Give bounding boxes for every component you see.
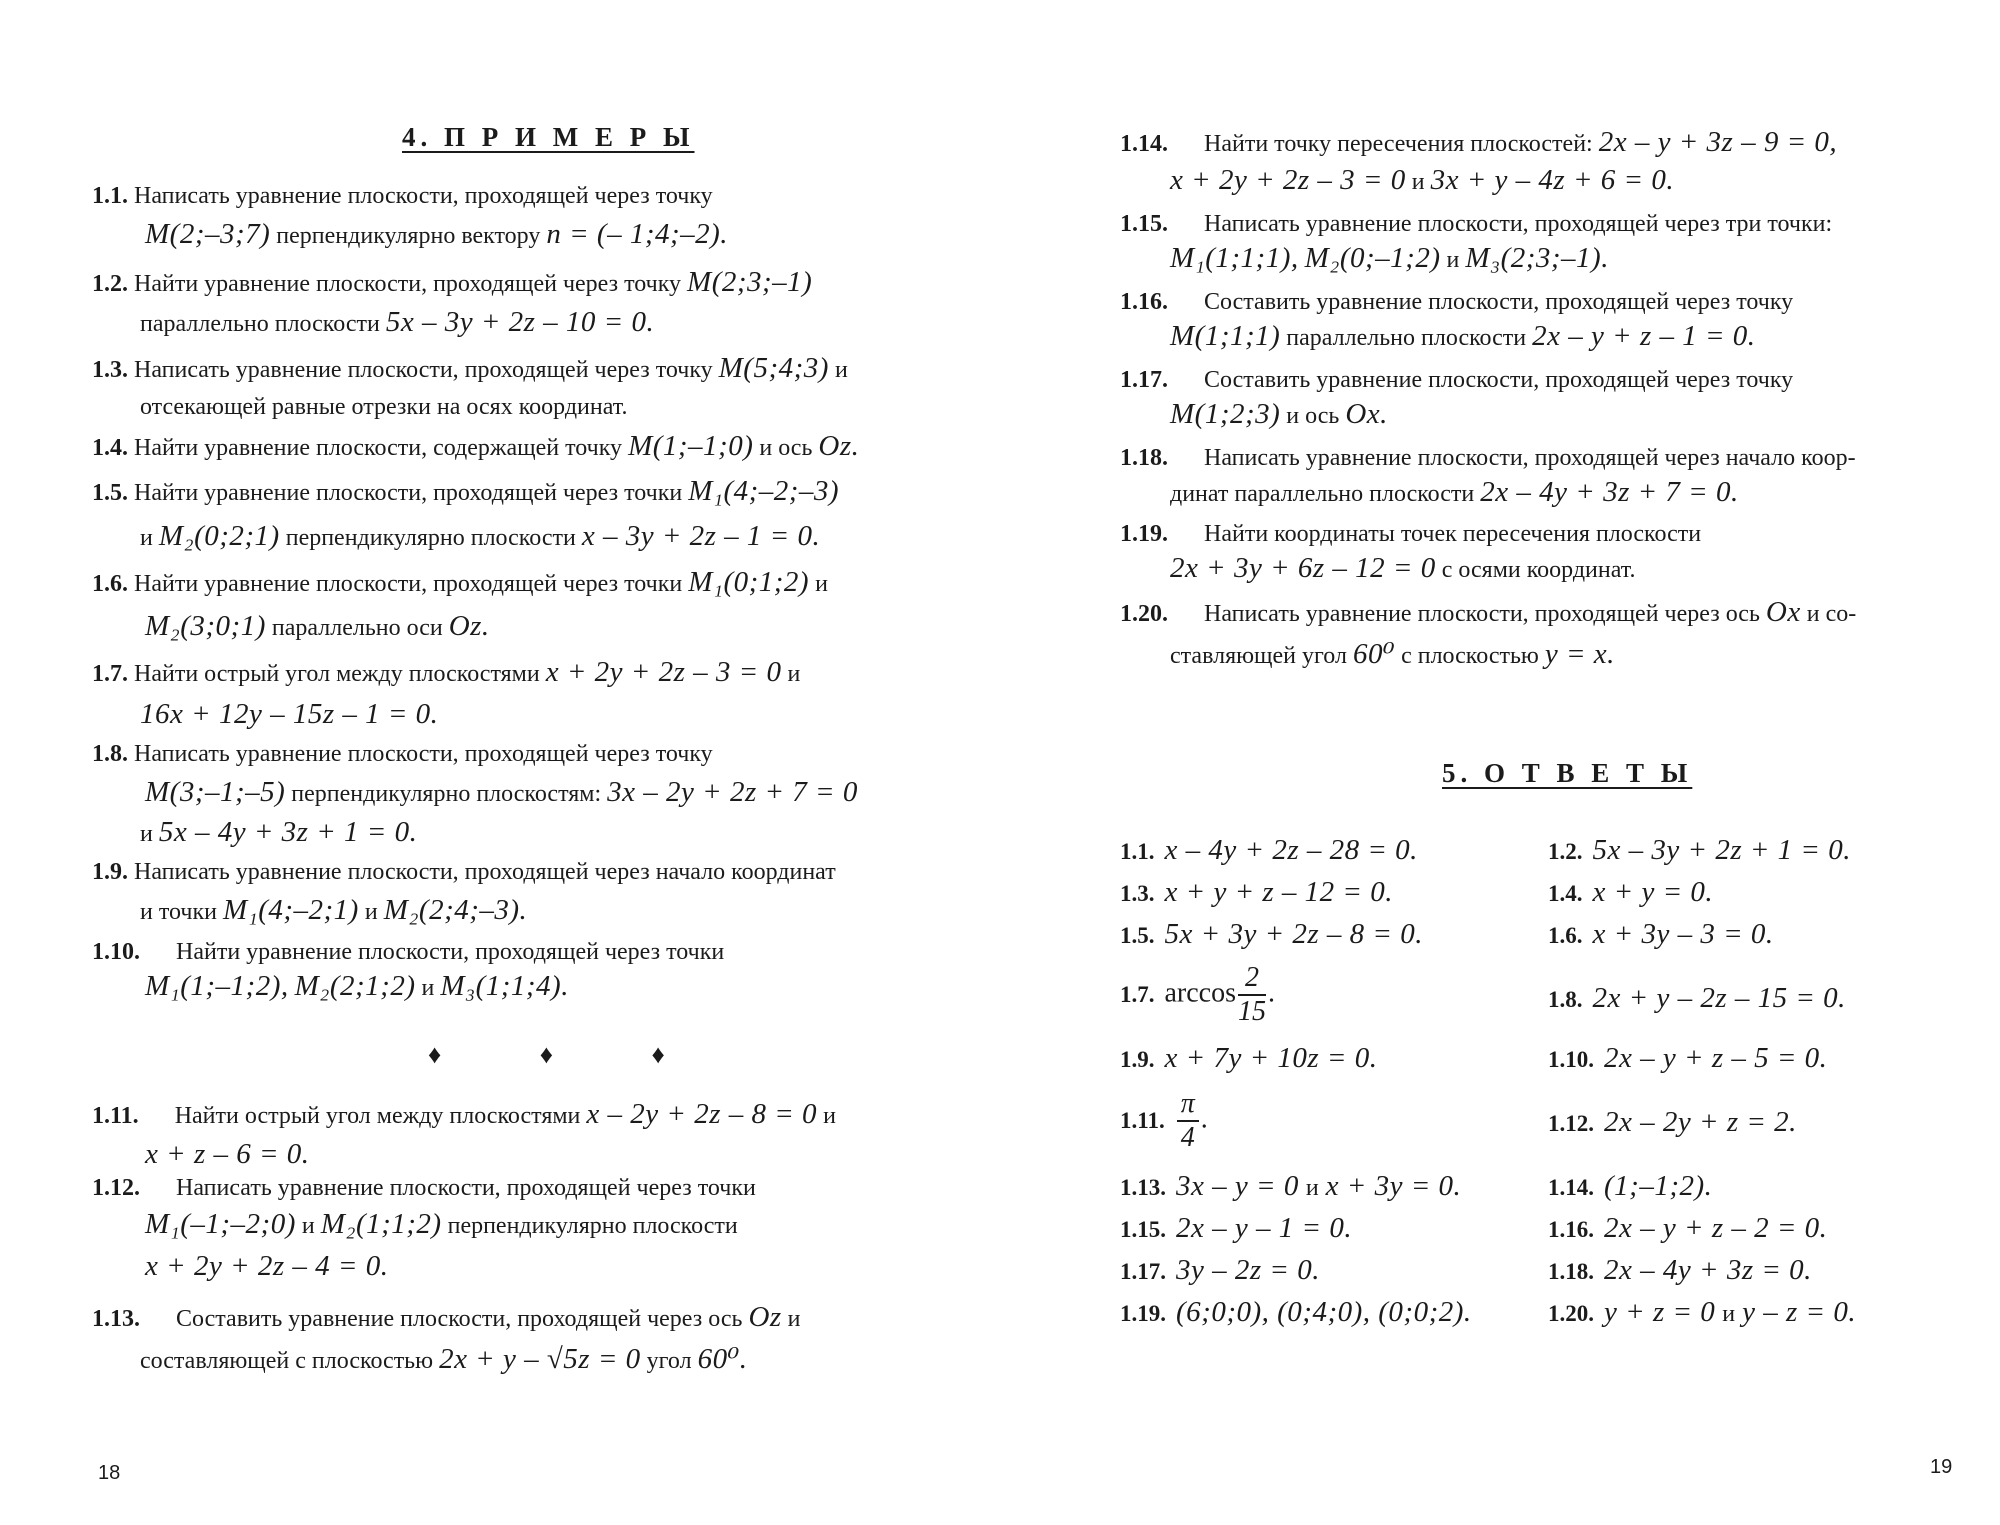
answer-1-7: 1.7. arccos $\frac{2}{15}$ .	[1120, 962, 1276, 1028]
problem-1-6-line-2: M₂(3;0;1) параллельно оси Oz.	[145, 610, 490, 642]
problem-1-16-line-2: M(1;1;1) параллельно плоскости 2x – y + z – 1 = 0.	[1170, 320, 1756, 352]
answer-1-19: 1.19. (6;0;0), (0;4;0), (0;0;2).	[1120, 1296, 1472, 1328]
answer-1-1: 1.1. x – 4y + 2z – 28 = 0.	[1120, 834, 1418, 866]
problem-1-17-line-1: 1.17. Составить уравнение плоскости, проходящей через точку	[1120, 367, 1794, 393]
problem-1-13-line-1: 1.13. Составить уравнение плоскости, проходящей через ось Oz и	[92, 1301, 801, 1333]
problem-1-3-line-2: отсекающей равные отрезки на осях координат.	[140, 394, 628, 420]
problem-1-18-line-1: 1.18. Написать уравнение плоскости, проходящей через начало коор-	[1120, 445, 1856, 471]
problem-1-1-line-1: 1.1. Написать уравнение плоскости, проходящей через точку	[92, 183, 713, 209]
problem-1-19-line-1: 1.19. Найти координаты точек пересечения плоскости	[1120, 521, 1702, 547]
problem-1-18-line-2: динат параллельно плоскости 2x – 4y + 3z + 7 = 0.	[1170, 476, 1739, 508]
examples-heading: 4. П Р И М Е Р Ы	[402, 122, 695, 152]
problem-1-2-line-1: 1.2. Найти уравнение плоскости, проходящей через точку M(2;3;–1)	[92, 266, 813, 298]
answer-1-8: 1.8. 2x + y – 2z – 15 = 0.	[1548, 982, 1846, 1014]
problem-1-13-line-2: составляющей с плоскостью 2x + y – √5z = 0 угол 60⁰.	[140, 1343, 748, 1375]
answer-1-10: 1.10. 2x – y + z – 5 = 0.	[1548, 1042, 1828, 1074]
answer-1-11: 1.11. $\frac{\pi}{4}$ .	[1120, 1088, 1208, 1154]
problem-1-9-line-1: 1.9. Написать уравнение плоскости, проходящей через начало координат	[92, 859, 836, 885]
answer-1-17: 1.17. 3y – 2z = 0.	[1120, 1254, 1320, 1286]
answer-1-18: 1.18. 2x – 4y + 3z = 0.	[1548, 1254, 1812, 1286]
problem-1-12-line-3: x + 2y + 2z – 4 = 0.	[145, 1250, 389, 1282]
answer-1-2: 1.2. 5x – 3y + 2z + 1 = 0.	[1548, 834, 1851, 866]
problem-1-8-line-2: M(3;–1;–5) перпендикулярно плоскостям: 3x – 2y + 2z + 7 = 0	[145, 776, 858, 808]
fraction-2-15: $\frac{2}{15}$	[1238, 962, 1267, 1028]
right-page	[1000, 0, 2000, 1525]
problem-1-19-line-2: 2x + 3y + 6z – 12 = 0 с осями координат.	[1170, 552, 1636, 584]
problem-1-5-line-2: и M₂(0;2;1) перпендикулярно плоскости x – 3y + 2z – 1 = 0.	[140, 520, 821, 552]
answers-heading: 5. О Т В Е Т Ы	[1442, 758, 1693, 788]
answer-1-14: 1.14. (1;–1;2).	[1548, 1170, 1713, 1202]
answer-1-9: 1.9. x + 7y + 10z = 0.	[1120, 1042, 1378, 1074]
problem-1-14-line-2: x + 2y + 2z – 3 = 0 и 3x + y – 4z + 6 = 0.	[1170, 164, 1675, 196]
problem-1-8-line-1: 1.8. Написать уравнение плоскости, проходящей через точку	[92, 741, 713, 767]
problem-1-5-line-1: 1.5. Найти уравнение плоскости, проходящей через точки M₁(4;–2;–3)	[92, 475, 840, 507]
problem-1-10-line-1: 1.10. Найти уравнение плоскости, проходящей через точки	[92, 939, 725, 965]
answer-1-3: 1.3. x + y + z – 12 = 0.	[1120, 876, 1393, 908]
problem-1-9-line-2: и точки M₁(4;–2;1) и M₂(2;4;–3).	[140, 894, 528, 926]
answer-1-5: 1.5. 5x + 3y + 2z – 8 = 0.	[1120, 918, 1423, 950]
problem-1-10-line-2: M₁(1;–1;2), M₂(2;1;2) и M₃(1;1;4).	[145, 970, 569, 1002]
problem-1-12-line-2: M₁(–1;–2;0) и M₂(1;1;2) перпендикулярно плоскости	[145, 1208, 738, 1240]
problem-1-1-line-2: M(2;–3;7) перпендикулярно вектору n = (– 1;4;–2).	[145, 218, 729, 250]
problem-1-7-line-2: 16x + 12y – 15z – 1 = 0.	[140, 698, 439, 730]
problem-1-16-line-1: 1.16. Составить уравнение плоскости, проходящей через точку	[1120, 289, 1794, 315]
problem-1-11-line-2: x + z – 6 = 0.	[145, 1138, 310, 1170]
problem-1-20-line-1: 1.20. Написать уравнение плоскости, проходящей через ось Ox и со-	[1120, 596, 1857, 628]
page-number-right: 19	[1930, 1456, 1953, 1478]
problem-1-11-line-1: 1.11. Найти острый угол между плоскостями x – 2y + 2z – 8 = 0 и	[92, 1098, 836, 1130]
answer-1-4: 1.4. x + y = 0.	[1548, 876, 1714, 908]
page-number-left: 18	[98, 1462, 121, 1484]
problem-1-4: 1.4. Найти уравнение плоскости, содержащей точку M(1;–1;0) и ось Oz.	[92, 430, 860, 462]
answer-1-20: 1.20. y + z = 0 и y – z = 0.	[1548, 1296, 1857, 1328]
problem-1-2-line-2: параллельно плоскости 5x – 3y + 2z – 10 = 0.	[140, 306, 655, 338]
answer-1-12: 1.12. 2x – 2y + z = 2.	[1548, 1106, 1797, 1138]
problem-1-15-line-1: 1.15. Написать уравнение плоскости, проходящей через три точки:	[1120, 211, 1833, 237]
problem-1-8-line-3: и 5x – 4y + 3z + 1 = 0.	[140, 816, 418, 848]
answer-1-6: 1.6. x + 3y – 3 = 0.	[1548, 918, 1774, 950]
section-divider: ♦ ♦ ♦	[428, 1040, 711, 1069]
problem-1-6-line-1: 1.6. Найти уравнение плоскости, проходящей через точки M₁(0;1;2) и	[92, 566, 828, 598]
problem-1-12-line-1: 1.12. Написать уравнение плоскости, проходящей через точки	[92, 1175, 756, 1201]
problem-1-20-line-2: ставляющей угол 60⁰ с плоскостью y = x.	[1170, 638, 1615, 670]
problem-1-15-line-2: M₁(1;1;1), M₂(0;–1;2) и M₃(2;3;–1).	[1170, 242, 1609, 274]
answer-1-15: 1.15. 2x – y – 1 = 0.	[1120, 1212, 1353, 1244]
problem-1-17-line-2: M(1;2;3) и ось Ox.	[1170, 398, 1388, 430]
answer-1-16: 1.16. 2x – y + z – 2 = 0.	[1548, 1212, 1828, 1244]
problem-1-14-line-1: 1.14. Найти точку пересечения плоскостей: 2x – y + 3z – 9 = 0,	[1120, 126, 1838, 158]
fraction-pi-4: $\frac{\pi}{4}$	[1177, 1088, 1199, 1154]
problem-1-7-line-1: 1.7. Найти острый угол между плоскостями x + 2y + 2z – 3 = 0 и	[92, 656, 801, 688]
problem-1-3-line-1: 1.3. Написать уравнение плоскости, проходящей через точку M(5;4;3) и	[92, 352, 848, 384]
answer-1-13: 1.13. 3x – y = 0 и x + 3y = 0.	[1120, 1170, 1462, 1202]
